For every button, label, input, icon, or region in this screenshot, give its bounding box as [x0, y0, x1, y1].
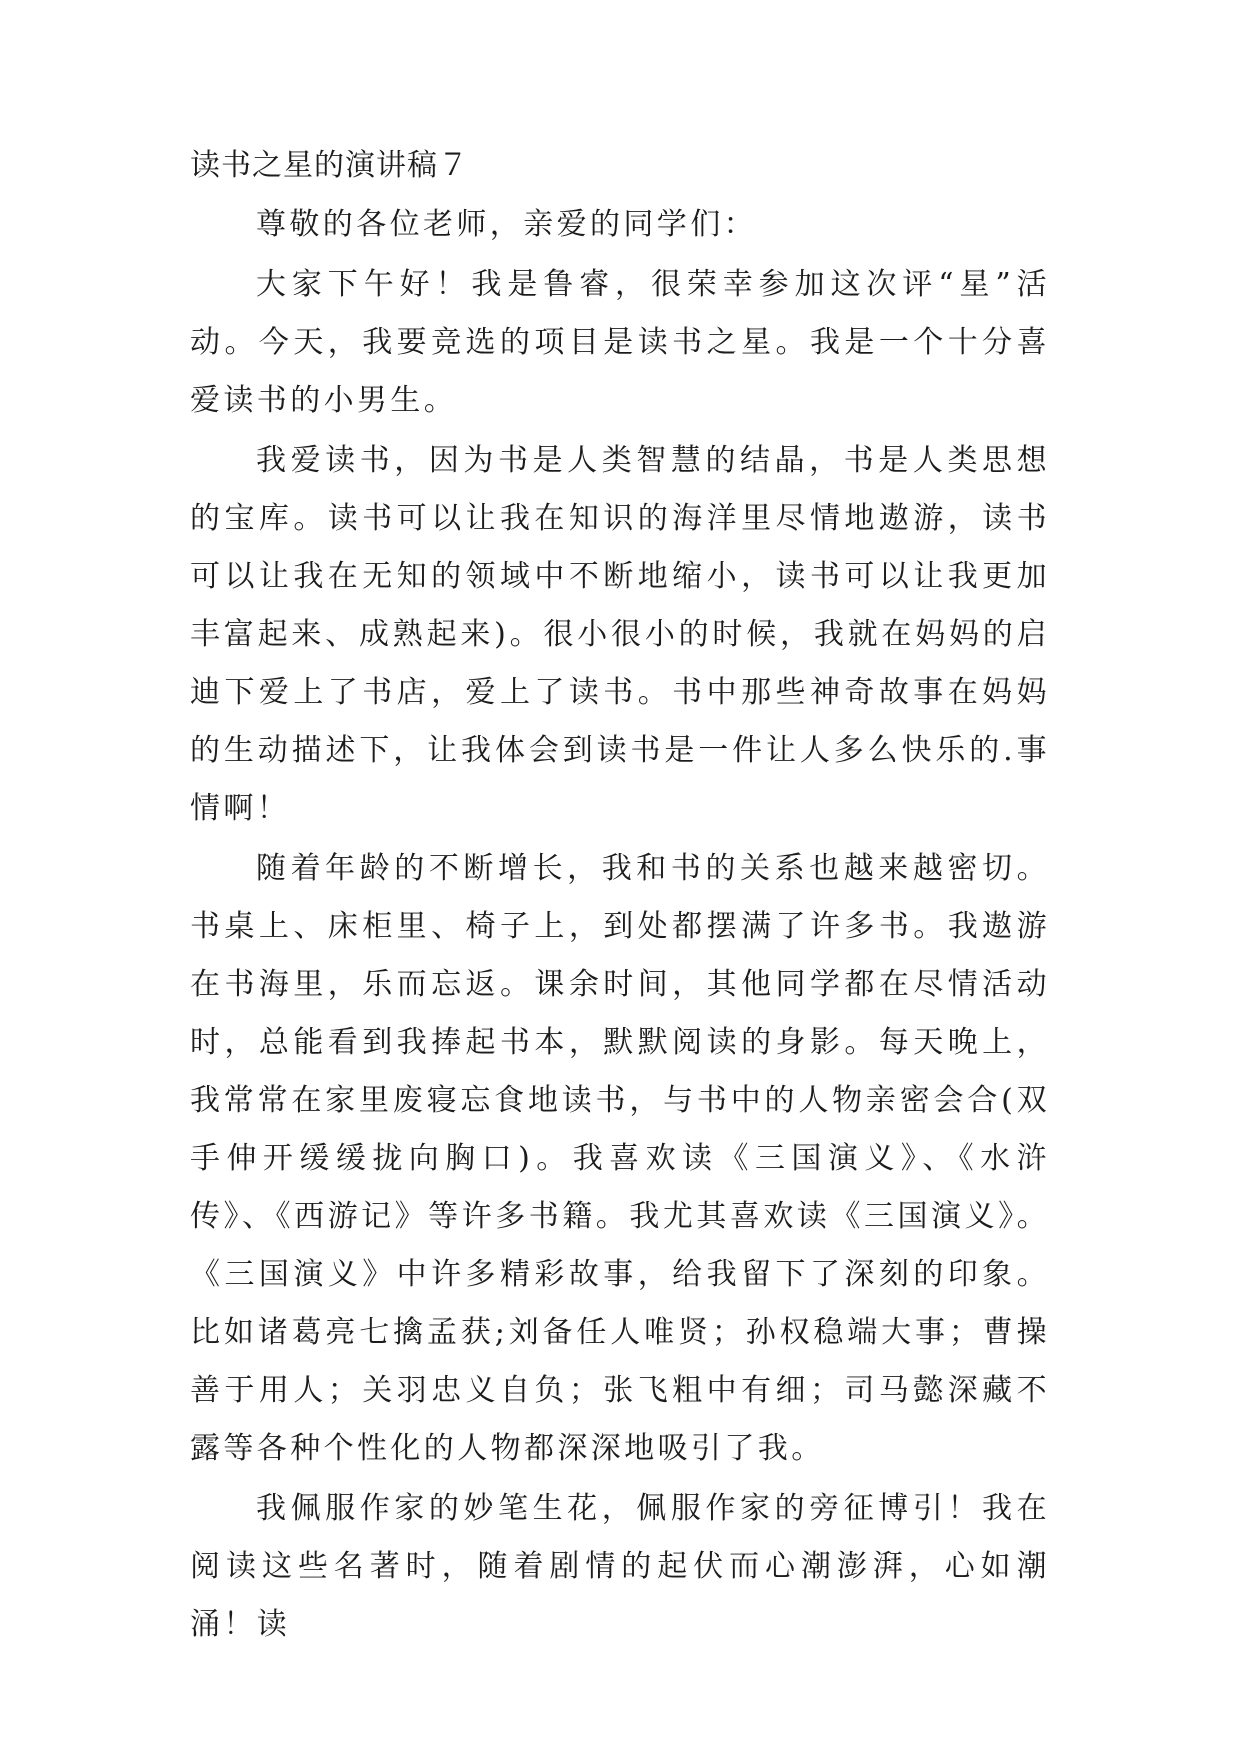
document-body	[190, 138, 1050, 1654]
paragraph-admiration: 我佩服作家的妙笔生花，佩服作家的旁征博引！我在阅读这些名著时，随着剧情的起伏而心潮澎湃，心如潮涌！读	[190, 1491, 1050, 1642]
document-title: 读书之星的演讲稿７	[190, 148, 469, 183]
paragraph-why-reading: 我爱读书，因为书是人类智慧的结晶，书是人类思想的宝库。读书可以让我在知识的海洋里尽情地遨游，读书可以让我在无知的领域中不断地缩小，读书可以让我更加丰富起来、成熟起来)。很小很小的时候，我就在妈妈的启迪下爱上了书店，爱上了读书。书中那些神奇故事在妈妈的生动描述下，让我体会到读书是一件让人多么快乐的.事情啊！	[190, 443, 1050, 826]
paragraph-reading-growth: 随着年龄的不断增长，我和书的关系也越来越密切。书桌上、床柜里、椅子上，到处都摆满了许多书。我遨游在书海里，乐而忘返。课余时间，其他同学都在尽情活动时，总能看到我捧起书本，默默阅读的身影。每天晚上，我常常在家里废寝忘食地读书，与书中的人物亲密会合(双手伸开缓缓拢向胸口)。我喜欢读《三国演义》、《水浒传》、《西游记》等许多书籍。我尤其喜欢读《三国演义》。《三国演义》中许多精彩故事，给我留下了深刻的印象。比如诸葛亮七擒孟获;刘备任人唯贤；孙权稳端大事；曹操善于用人；关羽忠义自负；张飞粗中有细；司马懿深藏不露等各种个性化的人物都深深地吸引了我。	[190, 851, 1050, 1466]
paragraph-greeting: 尊敬的各位老师，亲爱的同学们：	[256, 207, 757, 242]
paragraph-introduction: 大家下午好！我是鲁睿，很荣幸参加这次评“星”活动。今天，我要竞选的项目是读书之星。我是一个十分喜爱读书的小男生。	[190, 267, 1050, 418]
